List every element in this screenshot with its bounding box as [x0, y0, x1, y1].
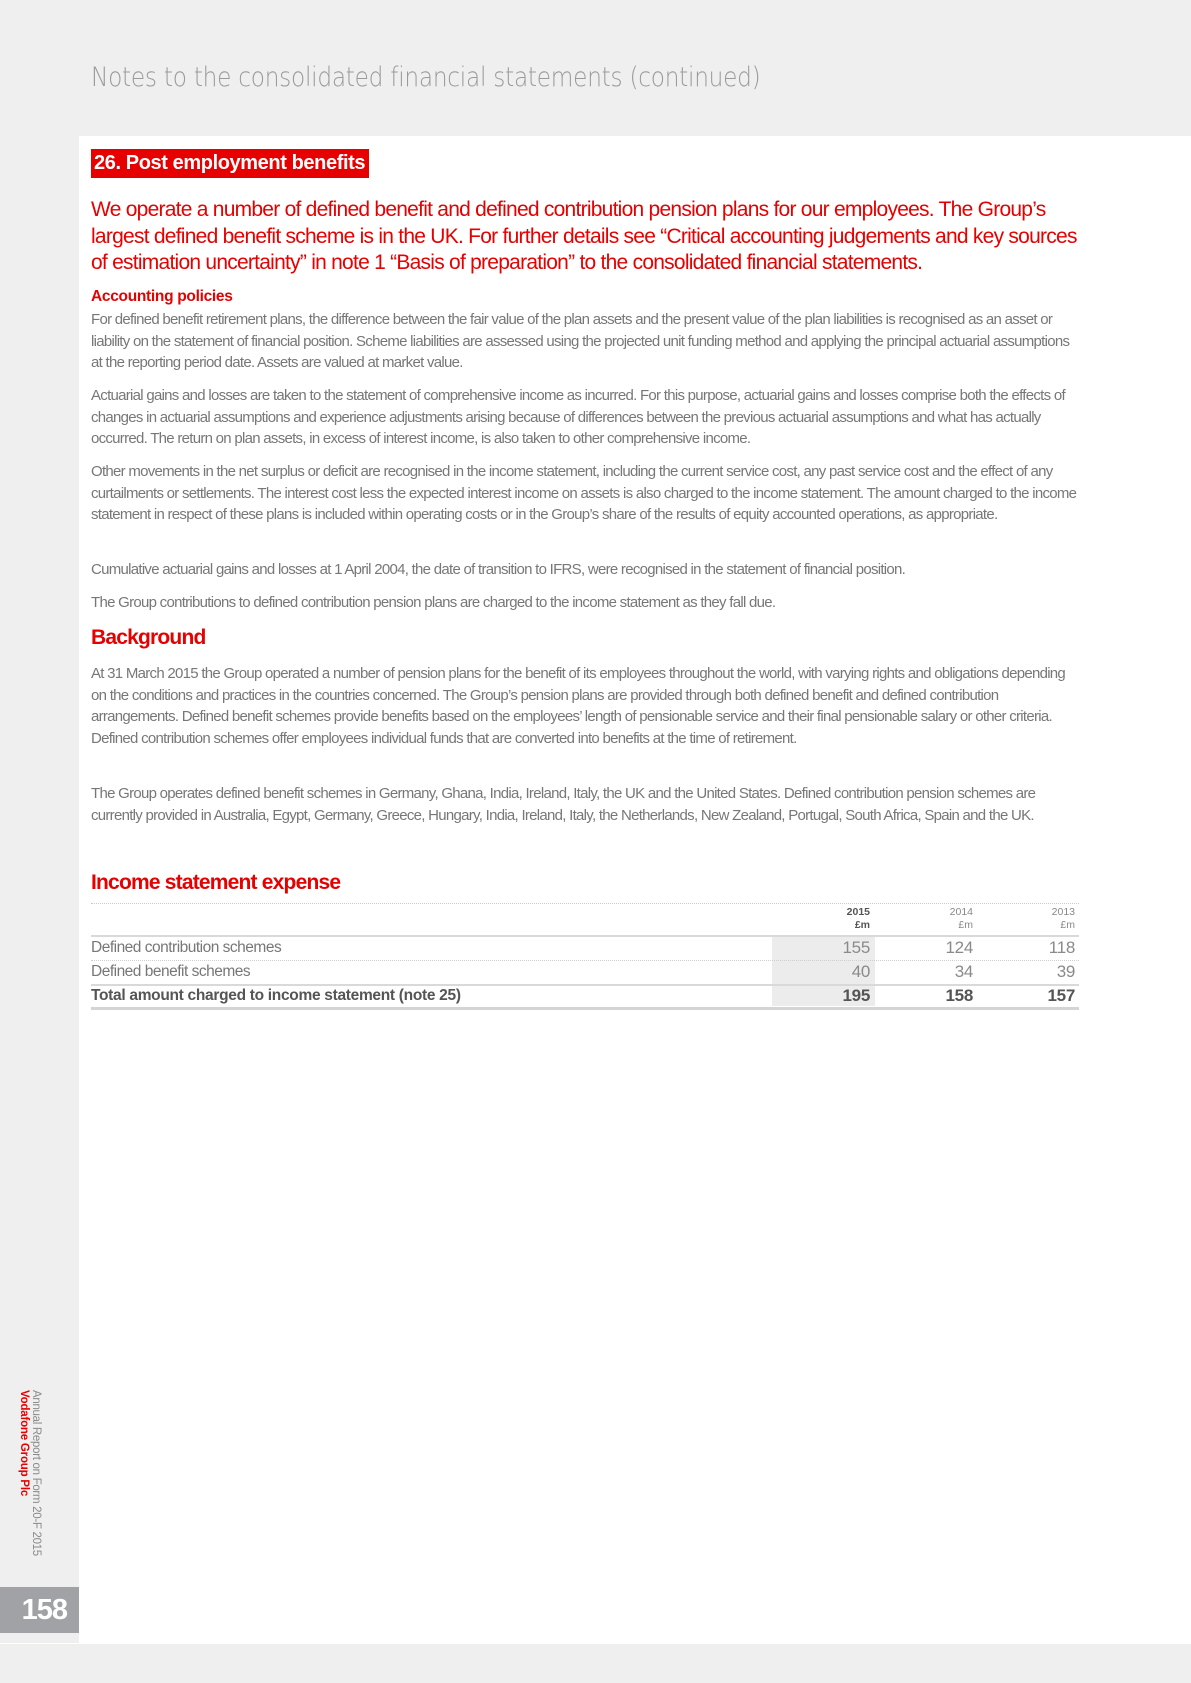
accounting-policies-paragraph: For defined benefit retirement plans, the difference between the fair value of the plan assets and the present value of the plan liabilities is recognised as an asset or liability on the statement of financial position. Scheme liabilities are assessed using the projected unit funding method and applying the principal actuarial assumptions at the reporting period date. Assets are valued at market value.: [91, 311, 1070, 372]
running-title: Notes to the consolidated financial statements (continued): [91, 62, 761, 93]
accounting-policies-paragraph: Cumulative actuarial gains and losses at 1 April 2004, the date of transition to IFRS, were recognised in the statement of financial position.: [91, 561, 906, 578]
background-paragraph: At 31 March 2015 the Group operated a number of pension plans for the benefit of its employees throughout the world, with varying rights and obligations depending on the conditions and practices in the countries concerned. The Group’s pension plans are provided through both defined benefit and defined contribution arrangements. Defined benefit schemes provide benefits based on the employees’ length of pensionable service and their final pensionable salary or other criteria. Defined contribution schemes offer employees individual funds that are converted into benefits at the time of retirement.: [91, 665, 1066, 748]
cell-2014: 158: [945, 986, 973, 1005]
cell-2013: 39: [1056, 962, 1075, 981]
cell-2015: 195: [842, 986, 870, 1005]
accounting-policies-heading: Accounting policies: [91, 288, 233, 305]
column-year: 2014: [949, 906, 973, 918]
column-header-2013: [985, 906, 1075, 932]
company-name: Vodafone Group Plc: [18, 1390, 30, 1497]
column-year: 2013: [1051, 906, 1075, 918]
table-row: [91, 937, 1079, 960]
column-year: 2015: [846, 906, 870, 918]
row-label: Defined benefit schemes: [91, 963, 251, 980]
page-number: 158: [0, 1587, 79, 1633]
header-band: [0, 0, 1191, 136]
cell-2014: 34: [954, 962, 973, 981]
column-header-2014: [883, 906, 973, 932]
cell-2015: 40: [851, 962, 870, 981]
income-statement-expense-heading: Income statement expense: [91, 871, 341, 894]
side-caption: [18, 1390, 78, 1570]
row-label: Defined contribution schemes: [91, 939, 282, 956]
cell-2014: 124: [945, 938, 973, 957]
footer-band: [0, 1644, 1191, 1683]
column-unit: £m: [958, 919, 973, 931]
table-row-total: [91, 985, 1079, 1008]
section-intro: We operate a number of defined benefit and defined contribution pension plans for our employees. The Group’s largest defined benefit scheme is in the UK. For further details see “Critical accounting judgements and key sources of estimation uncertainty” in note 1 “Basis of preparation” to the consolidated financial statements.: [91, 198, 1077, 274]
table-top-rule: [91, 903, 1079, 904]
background-paragraph: The Group operates defined benefit schemes in Germany, Ghana, India, Ireland, Italy, the UK and the United States. Defined contribution pension schemes are currently provided in Australia, Egypt, Germany, Greece, Hungary, India, Ireland, Italy, the Netherlands, New Zealand, Portugal, South Africa, Spain and the UK.: [91, 785, 1036, 824]
table-bottom-rule: [91, 1007, 1079, 1010]
cell-2013: 118: [1048, 938, 1075, 957]
report-name: Annual Report on Form 20-F 2015: [30, 1390, 42, 1556]
cell-2013: 157: [1047, 986, 1075, 1005]
table-row: [91, 961, 1079, 984]
cell-2015: 155: [842, 938, 870, 957]
accounting-policies-paragraph: Other movements in the net surplus or deficit are recognised in the income statement, including the current service cost, any past service cost and the effect of any curtailments or settlements. The interest cost less the expected interest income on assets is also charged to the income statement. The amount charged to the income statement in respect of these plans is included within operating costs or in the Group’s share of the results of equity accounted operations, as appropriate.: [91, 463, 1077, 524]
column-unit: £m: [1060, 919, 1075, 931]
accounting-policies-paragraph: Actuarial gains and losses are taken to the statement of comprehensive income as incurred. For this purpose, actuarial gains and losses comprise both the effects of changes in actuarial assumptions and experience adjustments arising because of differences between the previous actuarial assumptions and what has actually occurred. The return on plan assets, in excess of interest income, is also taken to other comprehensive income.: [91, 387, 1065, 448]
column-header-2015: [780, 906, 870, 932]
accounting-policies-paragraph: The Group contributions to defined contribution pension plans are charged to the income statement as they fall due.: [91, 594, 776, 611]
row-label: Total amount charged to income statement (note 25): [91, 987, 461, 1004]
column-unit: £m: [854, 919, 870, 931]
background-heading: Background: [91, 626, 206, 649]
section-title: 26. Post employment benefits: [91, 149, 369, 178]
